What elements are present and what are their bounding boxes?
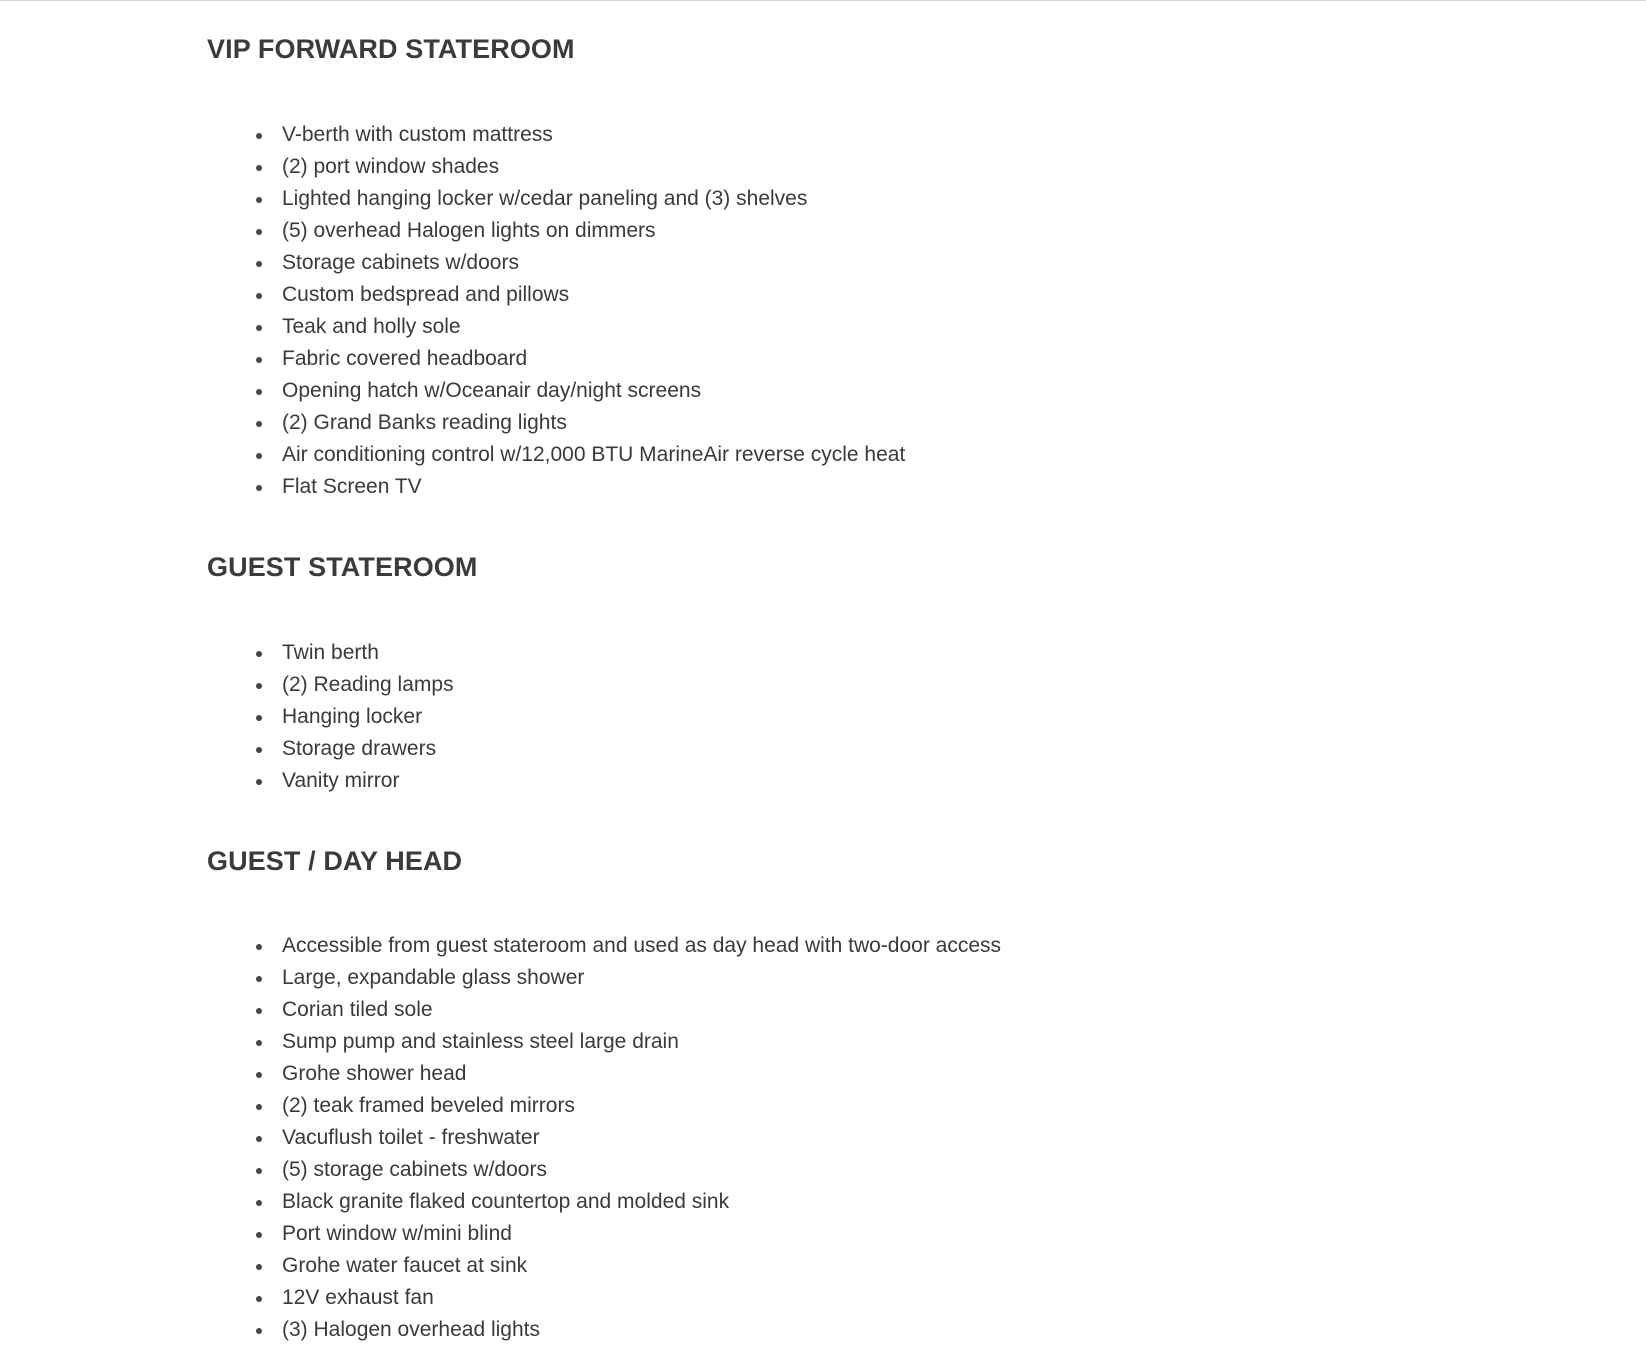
list-item: (5) overhead Halogen lights on dimmers [207,215,905,247]
list-item: Air conditioning control w/12,000 BTU MarineAir reverse cycle heat [207,439,905,471]
list-item: Large, expandable glass shower [207,962,1001,994]
list-item: Black granite flaked countertop and molded sink [207,1186,1001,1218]
list-item: Hanging locker [207,701,454,733]
list-item: Grohe water faucet at sink [207,1250,1001,1282]
list-item: Opening hatch w/Oceanair day/night screens [207,375,905,407]
list-item: (5) storage cabinets w/doors [207,1154,1001,1186]
section-title: GUEST / DAY HEAD [207,846,463,876]
section-title: VIP FORWARD STATEROOM [207,34,575,64]
list-item: Sump pump and stainless steel large drain [207,1026,1001,1058]
list-item: Flat Screen TV [207,471,905,503]
list-item: (2) Reading lamps [207,669,454,701]
list-item: V-berth with custom mattress [207,119,905,151]
list-item: Storage cabinets w/doors [207,247,905,279]
list-item: Vanity mirror [207,765,454,797]
list-item: Corian tiled sole [207,994,1001,1026]
list-item: Teak and holly sole [207,311,905,343]
feature-list [207,119,905,503]
list-item: (2) Grand Banks reading lights [207,407,905,439]
section-title: GUEST STATEROOM [207,552,478,582]
top-divider [0,0,1646,1]
list-item: Accessible from guest stateroom and used as day head with two-door access [207,930,1001,962]
list-item: (3) Halogen overhead lights [207,1314,1001,1346]
list-item: Storage drawers [207,733,454,765]
list-item: (2) port window shades [207,151,905,183]
feature-list [207,930,1001,1346]
list-item: Lighted hanging locker w/cedar paneling and (3) shelves [207,183,905,215]
list-item: 12V exhaust fan [207,1282,1001,1314]
list-item: Port window w/mini blind [207,1218,1001,1250]
list-item: (2) teak framed beveled mirrors [207,1090,1001,1122]
list-item: Vacuflush toilet - freshwater [207,1122,1001,1154]
list-item: Grohe shower head [207,1058,1001,1090]
feature-list [207,637,454,797]
list-item: Fabric covered headboard [207,343,905,375]
list-item: Twin berth [207,637,454,669]
list-item: Custom bedspread and pillows [207,279,905,311]
